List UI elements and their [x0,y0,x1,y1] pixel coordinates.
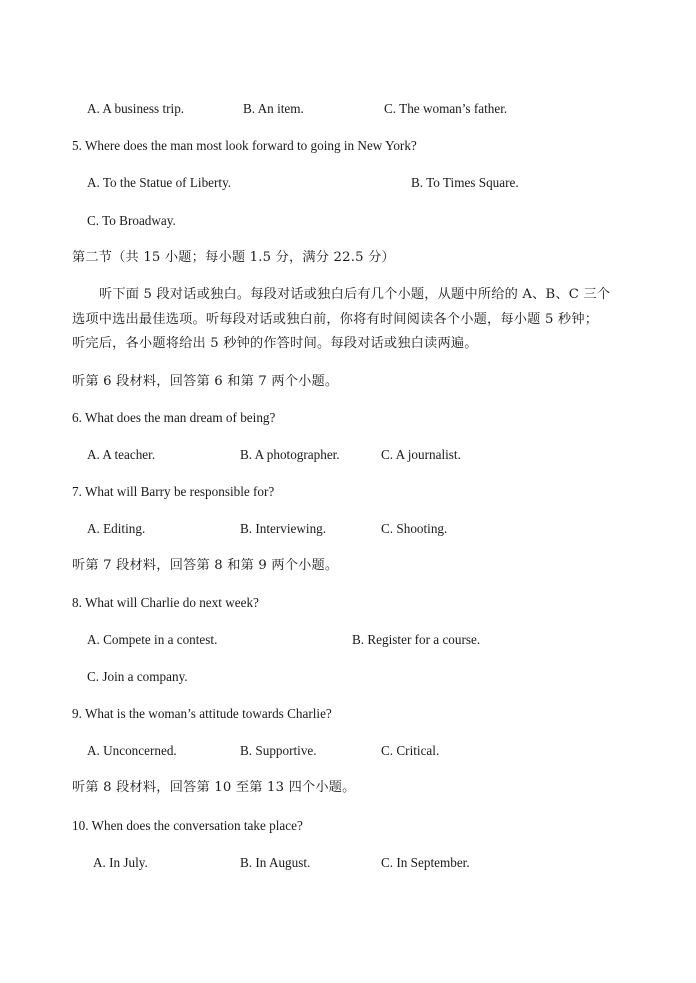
q10-option-a: A. In July. [93,855,148,870]
q7-option-a: A. Editing. [87,521,146,536]
q7-option-c: C. Shooting. [381,521,448,536]
q9-option-b: B. Supportive. [240,743,317,758]
q7-stem: 7. What will Barry be responsible for? [72,484,275,499]
q6-stem: 6. What does the man dream of being? [72,410,276,425]
q5-option-b: B. To Times Square. [411,175,519,190]
q6-option-a: A. A teacher. [87,447,156,462]
q8-option-a: A. Compete in a contest. [87,632,218,647]
q5-option-c: C. To Broadway. [87,213,176,228]
q4-option-c: C. The woman’s father. [384,101,508,116]
passage-8-intro: 听第 8 段材料，回答第 10 至第 13 四个小题。 [72,780,356,795]
section-header: 第二节（共 15 小题；每小题 1.5 分，满分 22.5 分） [72,250,395,265]
q4-option-b: B. An item. [243,101,304,116]
q9-stem: 9. What is the woman’s attitude towards Charlie? [72,706,332,721]
q5-option-a: A. To the Statue of Liberty. [87,175,232,190]
passage-7-intro: 听第 7 段材料，回答第 8 和第 9 两个小题。 [72,558,339,573]
instruction-line-2: 选项中选出最佳选项。听每段对话或独白前，你将有时间阅读各个小题，每小题 5 秒钟； [72,312,599,327]
q8-option-c: C. Join a company. [87,669,188,684]
q5-stem: 5. Where does the man most look forward to going in New York? [72,138,417,153]
q8-option-b: B. Register for a course. [352,632,481,647]
q8-stem: 8. What will Charlie do next week? [72,595,259,610]
q9-option-a: A. Unconcerned. [87,743,177,758]
passage-6-intro: 听第 6 段材料，回答第 6 和第 7 两个小题。 [72,374,339,389]
q6-option-b: B. A photographer. [240,447,340,462]
q4-option-a: A. A business trip. [87,101,185,116]
q10-option-b: B. In August. [240,855,311,870]
instruction-line-1: 听下面 5 段对话或独白。每段对话或独白后有几个小题，从题中所给的 A、B、C 三个 [99,287,611,302]
q7-option-b: B. Interviewing. [240,521,327,536]
q9-option-c: C. Critical. [381,743,440,758]
q6-option-c: C. A journalist. [381,447,461,462]
q10-option-c: C. In September. [381,855,470,870]
q10-stem: 10. When does the conversation take place? [72,818,303,833]
instruction-line-3: 听完后，各小题将给出 5 秒钟的作答时间。每段对话或独白读两遍。 [72,336,478,351]
